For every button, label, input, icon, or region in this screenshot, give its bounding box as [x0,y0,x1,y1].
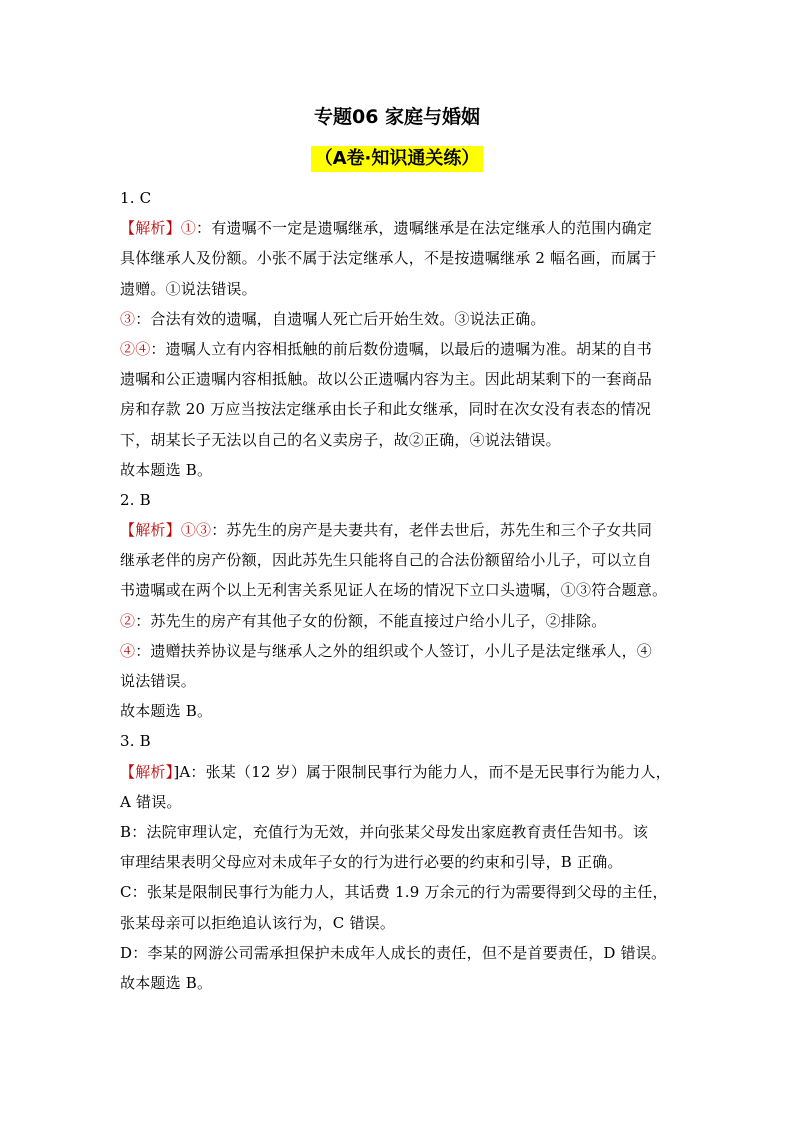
explanation-line [120,696,678,726]
line-text: 下，胡某长子无法以自己的名义卖房子，故②正确，④说法错误。 [120,430,561,449]
explanation-line [120,908,678,938]
line-text: 具体继承人及份额。小张不属于法定继承人，不是按遗嘱继承 2 幅名画，而属于 [120,249,657,268]
option-marker: ②④ [120,339,151,358]
question-number: 2. B [120,490,151,509]
question-number: 3. B [120,732,151,751]
explanation-line [120,425,678,455]
line-text: ：遗赠扶养协议是与继承人之外的组织或个人签订，小儿子是法定继承人，④ [135,641,653,660]
explanation-line [120,877,678,907]
line-text: ：遗嘱人立有内容相抵触的前后数份遗嘱，以最后的遗嘱为准。胡某的自书 [150,339,653,358]
analysis-tag: 【解析】 [120,219,181,238]
option-marker: ①③ [180,521,212,540]
line-text: ：苏先生的房产有其他子女的份额，不能直接过户给小儿子，②排除。 [135,611,607,630]
explanation-line [120,274,678,304]
explanation-line [120,787,678,817]
option-marker: ③ [120,309,136,328]
explanation-line [120,757,678,787]
line-text: 故本题选 B。 [120,973,213,992]
explanation-line [120,364,678,394]
option-marker: ① [180,219,197,238]
explanation-line [120,515,678,545]
line-text: 遗嘱和公正遗嘱内容相抵触。故以公正遗嘱内容为主。因此胡某剩下的一套商品 [120,370,653,389]
explanation-line [120,938,678,968]
explanation-line [120,243,678,273]
page-title: 专题06 家庭与婚姻 [313,106,481,128]
explanation-line [120,847,678,877]
line-text: B：法院审理认定，充值行为无效，并向张某父母发出家庭教育责任告知书。该 [120,822,649,841]
line-text: ：苏先生的房产是夫妻共有，老伴去世后，苏先生和三个子女共同 [211,521,653,540]
line-text: 房和存款 20 万应当按法定继承由长子和此女继承，同时在次女没有表态的情况 [120,400,652,419]
line-text: 说法错误。 [120,672,197,690]
line-text: 审理结果表明父母应对未成年子女的行为进行必要的约束和引导，B 正确。 [120,853,623,872]
line-text: A 错误。 [120,792,182,811]
line-text: 张某母亲可以拒绝追认该行为，C 错误。 [120,913,396,932]
explanation-line [120,394,678,424]
line-text: 书遗嘱或在两个以上无利害关系见证人在场的情况下立口头遗嘱，①③符合题意。 [120,581,668,600]
explanation-line [120,575,678,605]
line-text: 遗赠。①说法错误。 [120,279,257,298]
explanation-line [120,636,678,666]
explanation-line [120,213,678,243]
explanation-line [120,455,678,485]
analysis-tag: 【解析】 [120,521,181,540]
explanation-line [120,334,678,364]
option-marker: ② [120,611,136,630]
explanation-line [120,817,678,847]
line-text: 故本题选 B。 [120,702,213,721]
answer-content [120,183,678,998]
line-text: ：有遗嘱不一定是遗嘱继承，遗嘱继承是在法定继承人的范围内确定 [196,219,653,238]
page-subtitle: （A卷·知识通关练） [311,146,484,172]
line-text: 故本题选 B。 [120,460,213,479]
explanation-line [120,304,678,334]
line-text: ：合法有效的遗嘱，自遗嘱人死亡后开始生效。③说法正确。 [135,309,546,328]
analysis-tag: 【解析】 [120,762,174,781]
line-text: 继承老伴的房产份额，因此苏先生只能将自己的合法份额留给小儿子，可以立自 [120,551,653,570]
option-marker: ④ [120,641,136,660]
line-text: D：李某的网游公司需承担保护未成年人成长的责任，但不是首要责任，D 错误。 [120,943,667,962]
explanation-line [120,606,678,636]
question-number: 1. C [120,189,152,207]
line-text: ]A：张某（12 岁）属于限制民事行为能力人，而不是无民事行为能力人， [173,762,671,781]
explanation-line [120,968,678,998]
explanation-line [120,545,678,575]
subtitle-wrap [0,146,794,172]
explanation-line [120,666,678,696]
line-text: C：张某是限制民事行为能力人，其话费 1.9 万余元的行为需要得到父母的主任， [120,883,668,902]
